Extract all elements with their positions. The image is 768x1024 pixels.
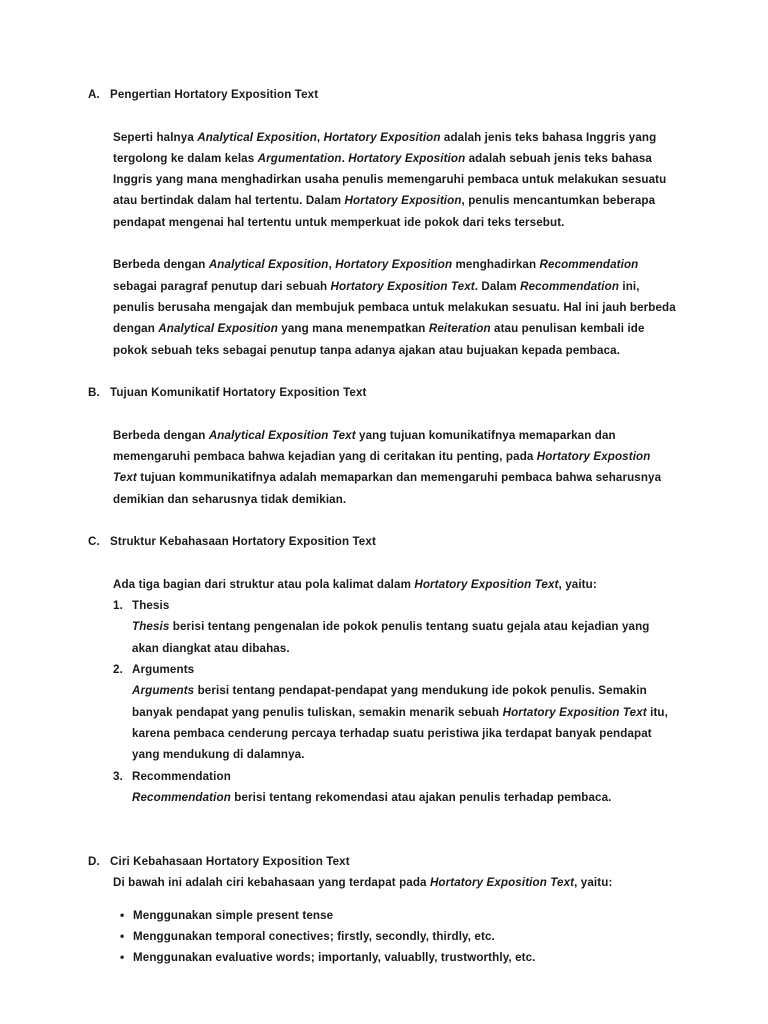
text-run-italic: Hortatory Exposition [344,194,462,208]
text-run: Di bawah ini adalah ciri kebahasaan yang terdapat pada [113,875,430,889]
paragraph-d-intro [113,872,677,893]
text-run: tujuan kommunikatifnya adalah memaparkan dan memengaruhi pembaca bahwa seharusnya demikian dan seharusnya tidak demikian. [113,471,662,506]
list-item [120,926,677,947]
text-run-italic: Hortatory Exposition Text [414,577,559,591]
text-run: berisi tentang rekomendasi atau ajakan penulis terhadap pembaca. [230,790,612,804]
text-run: . [341,151,349,165]
text-run: , [328,258,336,272]
section-title-a: Pengertian Hortatory Exposition Text [110,88,319,101]
text-run: adalah sebuah jenis teks bahasa Inggris yang mana menghadirkan usaha penulis memengaruhi pembaca untuk melakukan sesuatu atau bertindak dalam hal tertentu. Dalam [113,151,667,208]
text-run-italic: Hortatory Expostion Text [113,450,651,485]
bullet-icon: • [120,907,125,922]
text-run-italic: Hortatory Exposition [323,130,441,144]
text-run: berisi tentang pengenalan ide pokok penulis tentang suatu gejala atau kejadian yang akan diangkat atau dibahas. [132,620,650,655]
structure-numbered-list [113,595,677,808]
list-item-title: Arguments [132,663,195,677]
text-run-italic: Arguments [132,684,195,698]
text-run-italic: Recommendation [520,279,620,293]
spacer [88,510,677,531]
section-marker-c: C. [88,535,100,549]
section-title-d: Ciri Kebahasaan Hortatory Exposition Text [110,854,350,868]
list-item [120,905,677,926]
section-title-c: Struktur Kebahasaan Hortatory Exposition Text [110,535,376,549]
document-body [88,84,677,969]
text-run: Berbeda dengan [113,428,209,442]
section-marker-d: D. [88,854,100,868]
section-heading-c [88,531,677,552]
list-item-number: 3. [113,769,123,783]
list-item [120,947,677,968]
list-item-body [132,680,677,765]
text-run: Berbeda dengan [113,258,209,272]
paragraph-a2 [113,254,677,360]
paragraph-b1 [113,425,677,510]
text-run-italic: Hortatory Exposition Text [502,705,647,719]
spacer [88,808,677,851]
text-run-italic: Reiteration [428,322,491,336]
text-run-italic: Thesis [132,620,170,634]
text-run: atau penulisan kembali ide pokok sebuah teks sebagai penutup tanpa adanya ajakan atau bujuakan kepada pembaca. [113,322,645,357]
text-run: sebagai paragraf penutup dari sebuah [113,279,331,293]
text-run: Ada tiga bagian dari struktur atau pola kalimat dalam [113,577,415,591]
text-run: yang tujuan komunikatifnya memaparkan dan memengaruhi pembaca bahwa kejadian yang di ceritakan itu penting, pada [113,428,616,464]
list-item-label: Menggunakan simple present tense [133,908,334,922]
text-run-italic: Hortatory Exposition Text [330,279,475,293]
list-item-body [132,616,677,659]
text-run-italic: Hortatory Exposition [335,258,453,272]
text-run: , yaitu: [558,577,597,591]
spacer [88,361,677,382]
text-run: , yaitu: [574,875,613,889]
text-run-italic: Hortatory Exposition [348,151,466,165]
bullet-icon: • [120,950,125,965]
list-item-title: Recommendation [132,769,231,783]
list-item-label: Menggunakan evaluative words; importanly, valuablly, trustworthly, etc. [133,951,536,965]
text-run-italic: Analytical Exposition Text [208,428,356,442]
section-heading-a [88,84,677,105]
list-item-title: Thesis [132,599,170,613]
text-run: adalah jenis teks bahasa Inggris yang tergolong ke dalam kelas [113,130,657,165]
spacer [88,403,677,424]
list-item-label: Menggunakan temporal conectives; firstly, secondly, thirdly, etc. [133,930,495,944]
text-run: menghadirkan [452,258,540,272]
bullet-icon: • [120,929,125,944]
paragraph-c-intro [113,574,677,595]
text-run: ini, penulis berusaha mengajak dan membujuk pembaca untuk melakukan sesuatu. Hal ini jauh berbeda dengan [113,279,676,336]
text-run-italic: Recommendation [132,790,231,804]
spacer [88,553,677,574]
text-run-italic: Hortatory Exposition Text [429,875,575,889]
text-run: itu, karena pembaca cenderung percaya terhadap suatu peristiwa jika terdapat banyak pendapat yang mendukung di dalamnya. [132,705,668,762]
text-run-italic: Recommendation [539,258,639,272]
text-run: yang mana menempatkan [277,322,429,336]
list-item-heading [113,766,677,787]
features-bullet-list [120,905,677,969]
spacer [88,105,677,126]
section-heading-b [88,382,677,403]
section-marker-b: B. [88,386,100,400]
section-marker-a: A. [88,88,100,101]
section-heading-d [88,851,677,872]
section-title-b: Tujuan Komunikatif Hortatory Exposition Text [110,386,367,400]
paragraph-a1 [113,127,677,233]
text-run-italic: Argumentation [257,151,342,165]
text-run: , [316,130,324,144]
text-run: Seperti halnya [113,130,198,144]
list-item-number: 2. [113,663,123,677]
text-run: berisi tentang pendapat-pendapat yang mendukung ide pokok penulis. Semakin banyak pendapat yang penulis tuliskan, semakin menarik sebuah [132,684,647,719]
text-run: , penulis mencantumkan beberapa pendapat mengenai hal tertentu untuk memperkuat ide pokok dari teks tersebut. [113,194,656,229]
text-run-italic: Analytical Exposition [197,130,317,144]
list-item-body [132,787,677,808]
list-item-heading [113,659,677,680]
text-run-italic: Analytical Exposition [208,258,329,272]
list-item-number: 1. [113,599,123,613]
list-item-heading [113,595,677,616]
spacer [88,233,677,254]
text-run-italic: Analytical Exposition [158,322,278,336]
text-run: . Dalam [474,279,521,293]
